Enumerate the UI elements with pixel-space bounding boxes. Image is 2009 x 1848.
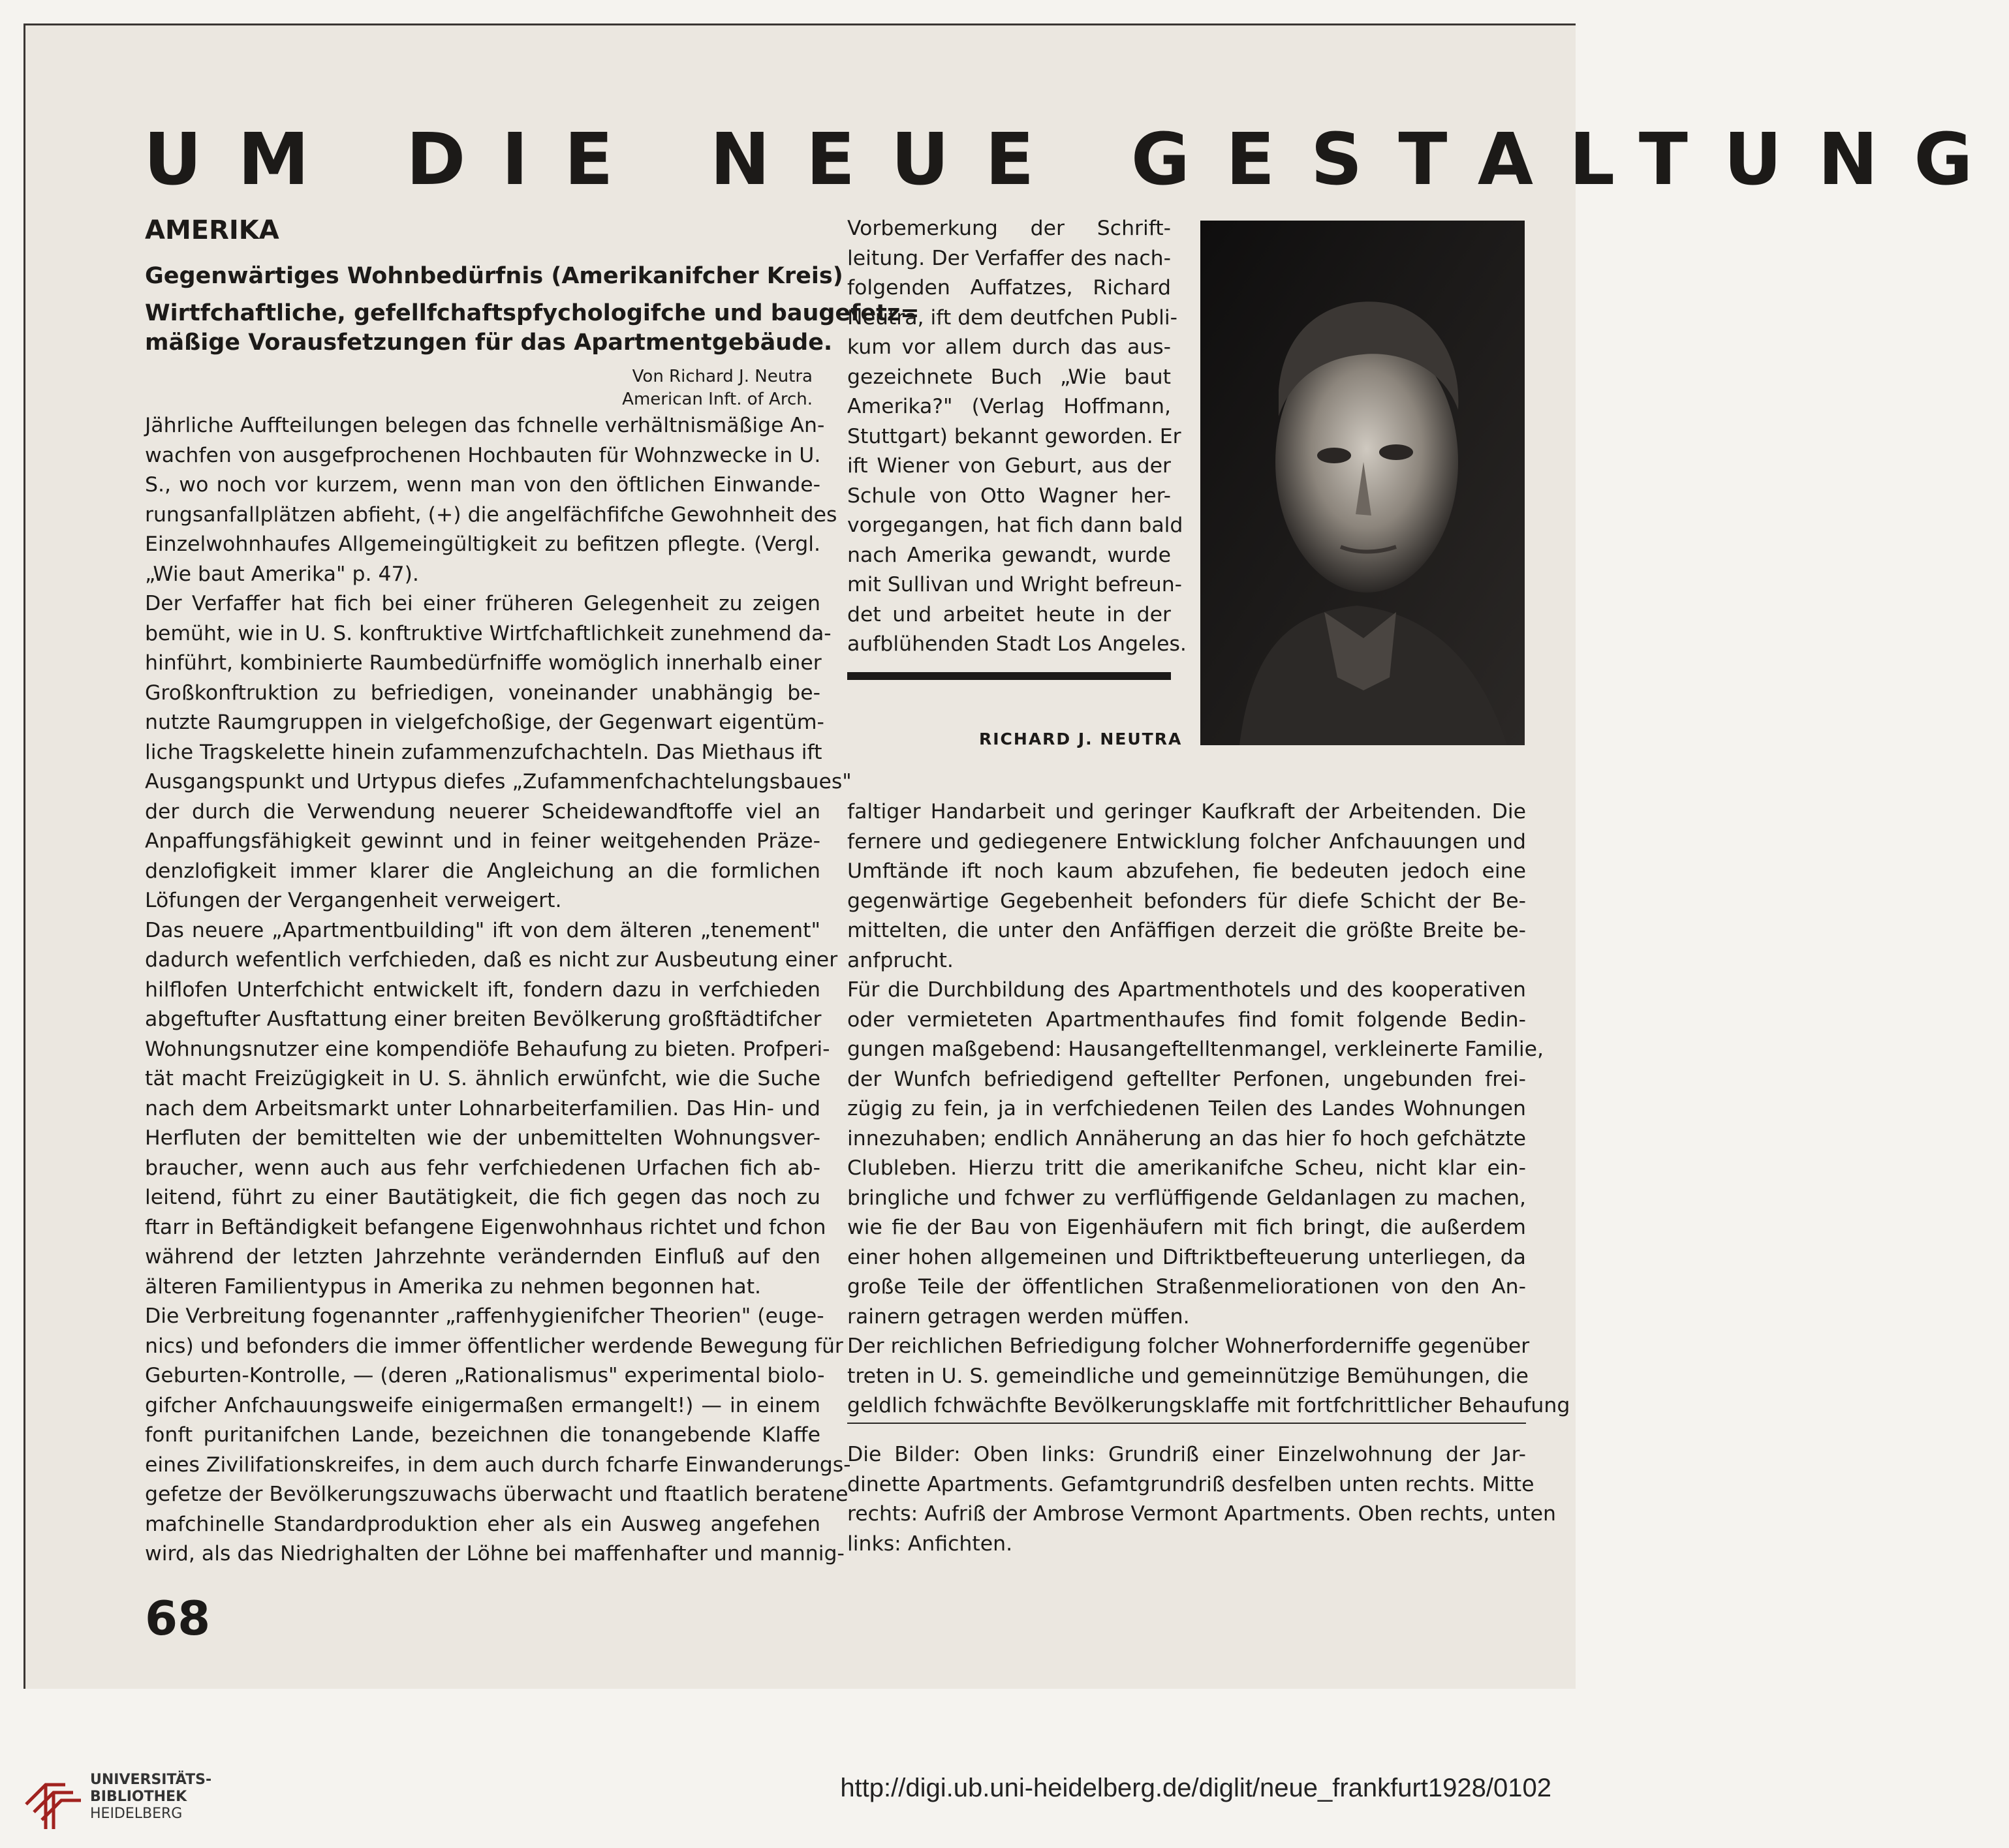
library-line-2: BIBLIOTHEK: [90, 1789, 187, 1805]
text-line: der Wunfch befriedigend geftellter Perfonen, ungebunden frei-: [847, 1067, 1526, 1091]
text-line: Umftände ift noch kaum abzufehen, fie bedeuten jedoch eine: [847, 859, 1526, 883]
text-line: der durch die Verwendung neuerer Scheidewandftoffe viel an: [145, 799, 820, 824]
text-line: nach dem Arbeitsmarkt unter Lohnarbeiterfamilien. Das Hin- und: [145, 1096, 820, 1120]
text-line: leitung. Der Verfaffer des nach-: [847, 246, 1171, 270]
text-line: anfprucht.: [847, 948, 954, 972]
text-line: Schule von Otto Wagner her-: [847, 484, 1171, 508]
text-line: S., wo noch vor kurzem, wenn man von den öftlichen Einwande-: [145, 473, 820, 497]
text-line: oder vermieteten Apartmenthaufes find fomit folgende Bedin-: [847, 1008, 1526, 1032]
text-line: braucher, wenn auch aus fehr verfchiedenen Urfachen fich ab-: [145, 1156, 820, 1180]
left-column: [145, 411, 852, 1569]
text-line: eines Zivilifationskreifes, in dem auch durch fcharfe Einwanderungs-: [145, 1453, 851, 1477]
text-line: wird, als das Niedrighalten der Löhne bei maffenhafter und mannig-: [145, 1542, 845, 1565]
text-line: Der Verfaffer hat fich bei einer früheren Gelegenheit zu zeigen: [145, 592, 820, 615]
text-line: einer hohen allgemeinen und Diftriktbefteuerung unterliegen, da: [847, 1245, 1526, 1269]
text-line: Anpaffungsfähigkeit gewinnt und in feiner weitgehenden Präze-: [145, 829, 820, 853]
text-line: Großkonftruktion zu befriedigen, voneinander unabhängig be-: [145, 681, 820, 705]
image-captions: [847, 1440, 1556, 1559]
text-line: leitend, führt zu einer Bautätigkeit, die fich gegen das noch zu: [145, 1186, 820, 1209]
text-line: Einzelwohnhaufes Allgemeingültigkeit zu befitzen pflegte. (Vergl.: [145, 532, 820, 556]
text-line: gifcher Anfchauungsweife einigermaßen ermangelt!) — in einem: [145, 1393, 820, 1417]
text-line: große Teile der öffentlichen Straßenmeliorationen von den An-: [847, 1275, 1526, 1299]
text-line: nach Amerika gewandt, wurde: [847, 543, 1171, 567]
text-line: fernere und gediegenere Entwicklung folcher Anfchauungen und: [847, 829, 1526, 854]
subtitle-line-1: Gegenwärtiges Wohnbedürfnis (Amerikanifcher Kreis): [145, 263, 843, 289]
text-line: Amerika?" (Verlag Hoffmann,: [847, 395, 1171, 418]
text-line: abgeftufter Ausftattung einer breiten Bevölkerung großftädtifcher: [145, 1008, 822, 1031]
text-line: ift Wiener von Geburt, aus der: [847, 454, 1171, 478]
text-line: Ausgangspunkt und Urtypus diefes „Zufammenfchachtelungsbaues": [145, 770, 852, 793]
text-line: mafchinelle Standardproduktion eher als ein Ausweg angefehen: [145, 1512, 820, 1536]
text-line: rainern getragen werden müffen.: [847, 1304, 1190, 1329]
text-line: während der letzten Jahrzehnte verändernden Einfluß auf den: [145, 1245, 820, 1269]
text-line: bringliche und fchwer zu verflüffigende Geldanlagen zu machen,: [847, 1186, 1526, 1210]
text-line: dinette Apartments. Gefamtgrundriß desfelben unten rechts. Mitte: [847, 1472, 1534, 1496]
text-line: Für die Durchbildung des Apartmenthotels und des kooperativen: [847, 978, 1526, 1002]
text-line: Löfungen der Vergangenheit verweigert.: [145, 889, 562, 912]
text-line: Jährliche Auffteilungen belegen das fchnelle verhältnismäßige An-: [145, 414, 825, 437]
editorial-note: [847, 214, 1187, 660]
text-line: aufblühenden Stadt Los Angeles.: [847, 632, 1187, 656]
subtitle-line-3: mäßige Vorausfetzungen für das Apartmentgebäude.: [145, 330, 833, 356]
source-url-link[interactable]: http://digi.ub.uni-heidelberg.de/diglit/neue_frankfurt1928/0102: [840, 1774, 1551, 1802]
text-line: hilflofen Unterfchicht entwickelt ift, fondern dazu in verfchieden: [145, 978, 820, 1002]
text-line: gefetze der Bevölkerungszuwachs überwacht und ftaatlich beratene: [145, 1483, 849, 1506]
page-headline: UM DIE NEUE GESTALTUNG: [144, 117, 2009, 201]
text-line: folgenden Auffatzes, Richard: [847, 276, 1171, 300]
text-line: liche Tragskelette hinein zufammenzufchachteln. Das Miethaus ift: [145, 740, 822, 764]
text-line: Das neuere „Apartmentbuilding" ift von dem älteren „tenement": [145, 918, 820, 942]
text-line: Stuttgart) bekannt geworden. Er: [847, 424, 1181, 448]
text-line: gungen maßgebend: Hausangeftelltenmangel, verkleinerte Familie,: [847, 1038, 1544, 1061]
text-line: Der reichlichen Befriedigung folcher Wohnerforderniffe gegenüber: [847, 1334, 1530, 1358]
text-line: rechts: Aufriß der Ambrose Vermont Apartments. Oben rechts, unten: [847, 1502, 1556, 1526]
page-number: 68: [145, 1591, 211, 1646]
text-line: mit Sullivan und Wright befreun-: [847, 573, 1183, 596]
text-line: Clubleben. Hierzu tritt die amerikanifche Scheu, nicht klar ein-: [847, 1156, 1526, 1180]
text-line: dadurch wefentlich verfchieden, daß es nicht zur Ausbeutung einer: [145, 948, 838, 972]
text-line: treten in U. S. gemeindliche und gemeinnützige Bemühungen, die: [847, 1364, 1529, 1388]
text-line: zügig zu fein, ja in verfchiedenen Teilen des Landes Wohnungen: [847, 1097, 1526, 1120]
text-line: bemüht, wie in U. S. konftruktive Wirtfchaftlichkeit zunehmend da-: [145, 621, 832, 645]
text-line: gezeichnete Buch „Wie baut: [847, 365, 1171, 389]
text-line: Die Verbreitung fogenannter „raffenhygienifcher Theorien" (euge-: [145, 1304, 824, 1328]
byline-author: Von Richard J. Neutra: [632, 367, 813, 386]
text-line: hinführt, kombinierte Raumbedürfniffe womöglich innerhalb einer: [145, 651, 822, 675]
text-line: älteren Familientypus in Amerika zu nehmen begonnen hat.: [145, 1274, 762, 1299]
text-line: tät macht Freizügigkeit in U. S. ähnlich erwünfcht, wie die Suche: [145, 1067, 820, 1090]
library-line-3: HEIDELBERG: [90, 1806, 183, 1822]
text-line: denzlofigkeit immer klarer die Angleichung an die formlichen: [145, 859, 820, 883]
text-line: mittelten, die unter den Anfäffigen derzeit die größte Breite be-: [847, 919, 1526, 942]
text-line: Die Bilder: Oben links: Grundriß einer Einzelwohnung der Jar-: [847, 1443, 1526, 1466]
library-line-1: UNIVERSITÄTS-: [90, 1772, 212, 1788]
text-line: innezuhaben; endlich Annäherung an das hier fo hoch gefchätzte: [847, 1126, 1526, 1150]
text-line: kum vor allem durch das aus-: [847, 335, 1171, 359]
text-line: ftarr in Beftändigkeit befangene Eigenwohnhaus richtet und fchon: [145, 1215, 826, 1239]
right-column: [847, 797, 1570, 1421]
text-line: Vorbemerkung der Schrift-: [847, 217, 1171, 240]
text-line: wachfen von ausgefprochenen Hochbauten für Wohnzwecke in U.: [145, 443, 821, 467]
text-line: links: Anfichten.: [847, 1532, 1013, 1556]
text-line: nics) und befonders die immer öffentlicher werdende Bewegung für: [145, 1334, 843, 1358]
text-line: Wohnungsnutzer eine kompendiöfe Behaufung zu bieten. Profperi-: [145, 1037, 830, 1061]
text-line: Herfluten der bemittelten wie der unbemittelten Wohnungsver-: [145, 1126, 820, 1150]
photo-caption: RICHARD J. NEUTRA: [979, 730, 1183, 748]
text-line: det und arbeitet heute in der: [847, 602, 1171, 626]
library-logo-icon: [20, 1772, 85, 1832]
text-line: geldlich fchwächfte Bevölkerungsklaffe mit fortfchrittlicher Behaufung: [847, 1394, 1570, 1417]
byline-affiliation: American Inft. of Arch.: [622, 390, 813, 409]
library-name: [90, 1772, 211, 1823]
text-line: Geburten-Kontrolle, — (deren „Rationalismus" experimental biolo-: [145, 1364, 825, 1387]
text-line: vorgegangen, hat fich dann bald: [847, 514, 1183, 537]
text-line: Neutra, ift dem deutfchen Publi-: [847, 305, 1177, 330]
subtitle-line-2: Wirtfchaftliche, gefellfchaftspfychologifche und baugefetz=: [145, 300, 920, 326]
text-line: gegenwärtige Gegebenheit befonders für diefe Schicht der Be-: [847, 889, 1526, 913]
text-line: „Wie baut Amerika" p. 47).: [145, 562, 419, 586]
divider-rule: [847, 672, 1171, 680]
text-line: faltiger Handarbeit und geringer Kaufkraft der Arbeitenden. Die: [847, 800, 1526, 824]
text-line: nutzte Raumgruppen in vielgefchoßige, der Gegenwart eigentüm-: [145, 711, 824, 734]
text-line: wie fie der Bau von Eigenhäufern mit fich bringt, die außerdem: [847, 1216, 1526, 1239]
portrait-photo: [1200, 221, 1525, 745]
section-title: AMERIKA: [145, 215, 279, 245]
caption-divider: [847, 1423, 1526, 1424]
text-line: fonft puritanifchen Lande, bezeichnen die tonangebende Klaffe: [145, 1423, 820, 1447]
text-line: rungsanfallplätzen abfieht, (+) die angelfächfifche Gewohnheit des: [145, 502, 837, 527]
